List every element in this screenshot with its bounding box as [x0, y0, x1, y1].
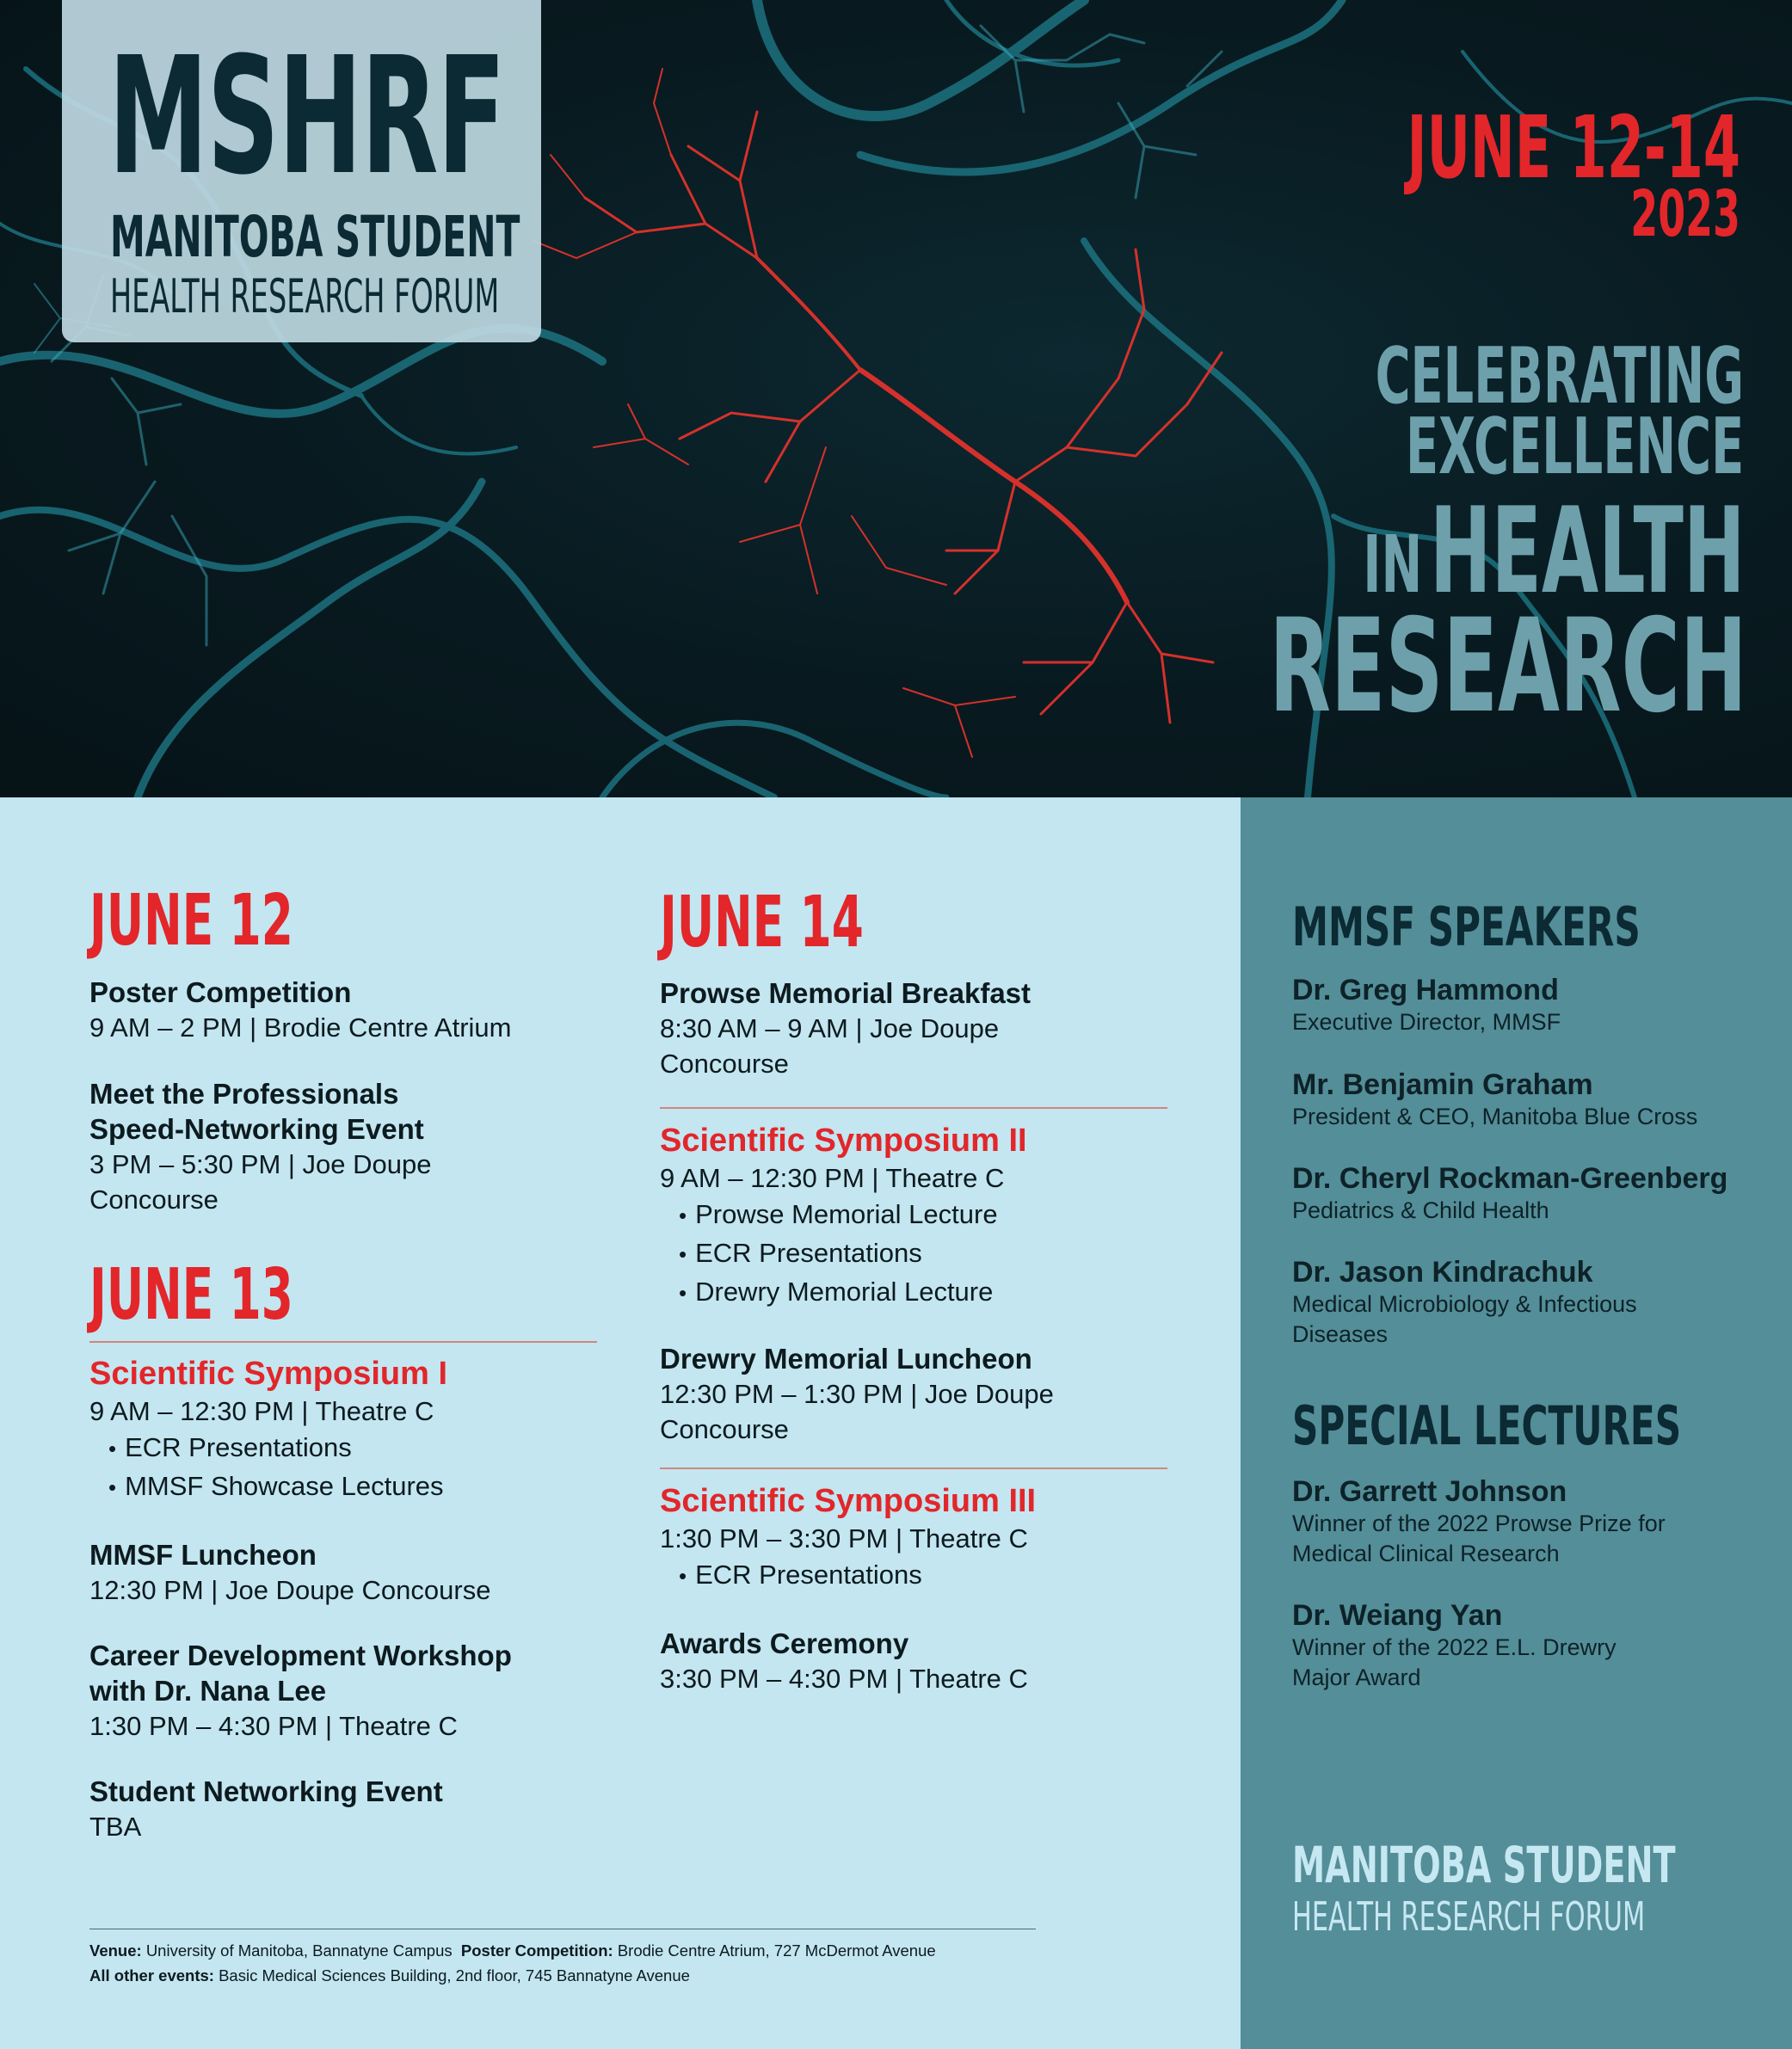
event-title: Career Development Workshop with Dr. Nana Lee	[89, 1640, 512, 1707]
bullet-item: • ECR Presentations	[660, 1556, 1193, 1595]
speaker-name: Dr. Cheryl Rockman-Greenberg	[1292, 1162, 1728, 1195]
lecture-item	[1292, 1598, 1679, 1693]
event-dates: JUNE 12-14	[1407, 97, 1740, 198]
event-time: TBA	[89, 1812, 142, 1842]
tagline-in: IN	[1363, 519, 1423, 611]
event-student-networking	[89, 1774, 623, 1844]
speaker-name: Dr. Greg Hammond	[1292, 974, 1559, 1006]
event-speed-networking	[89, 1076, 494, 1217]
bullet-item: • Drewry Memorial Lecture	[660, 1273, 1193, 1312]
footer-wordmark-line2: HEALTH RESEARCH FORUM	[1292, 1893, 1646, 1940]
event-title: Scientific Symposium III	[660, 1483, 1037, 1519]
hero-banner	[0, 0, 1792, 797]
event-career-workshop	[89, 1638, 571, 1744]
day-heading-june13: JUNE 13	[89, 1254, 293, 1336]
divider	[660, 1468, 1167, 1469]
event-title: Awards Ceremony	[660, 1628, 909, 1659]
divider	[660, 1107, 1167, 1109]
event-time: 1:30 PM – 4:30 PM | Theatre C	[89, 1711, 458, 1741]
logo-subtitle-line2: HEALTH RESEARCH FORUM	[110, 269, 500, 323]
event-title: Poster Competition	[89, 976, 352, 1008]
event-time: 9 AM – 12:30 PM | Theatre C	[660, 1163, 1005, 1193]
other-text: Basic Medical Sciences Building, 2nd floor, 745 Bannatyne Avenue	[219, 1966, 690, 1984]
day-heading-june12: JUNE 12	[89, 880, 293, 962]
event-bullets	[660, 1196, 1193, 1312]
event-time: 3:30 PM – 4:30 PM | Theatre C	[660, 1664, 1028, 1694]
venue-line-1	[89, 1938, 1036, 1963]
bullet-item: • ECR Presentations	[660, 1234, 1193, 1273]
poster-text: Brodie Centre Atrium, 727 McDermot Avenue	[617, 1941, 936, 1960]
event-drewry-luncheon	[660, 1341, 1107, 1447]
event-poster-competition	[89, 975, 623, 1045]
event-bullets	[660, 1556, 1193, 1595]
lecture-item	[1292, 1474, 1697, 1569]
event-time: 12:30 PM – 1:30 PM | Joe Doupe Concourse	[660, 1379, 1054, 1444]
event-time: 12:30 PM | Joe Doupe Concourse	[89, 1575, 491, 1605]
speakers-heading: MMSF SPEAKERS	[1292, 895, 1641, 958]
event-title: Student Networking Event	[89, 1775, 443, 1807]
sidebar-speakers	[1241, 797, 1792, 2049]
venue-text: University of Manitoba, Bannatyne Campus	[145, 1941, 453, 1960]
lecturer-role: Winner of the 2022 Prowse Prize for Medical Clinical Research	[1292, 1511, 1666, 1566]
venue-line-2	[89, 1963, 1036, 1988]
bullet-item: • MMSF Showcase Lectures	[89, 1468, 623, 1506]
other-label: All other events:	[89, 1966, 214, 1984]
lectures-heading: SPECIAL LECTURES	[1292, 1394, 1682, 1457]
speaker-item	[1292, 973, 1774, 1037]
speaker-role: Executive Director, MMSF	[1292, 1009, 1561, 1035]
event-bullets	[89, 1429, 623, 1506]
event-scientific-symposium-3	[660, 1481, 1193, 1595]
event-scientific-symposium-2	[660, 1121, 1193, 1312]
lecturer-name: Dr. Garrett Johnson	[1292, 1475, 1567, 1508]
logo-box	[62, 0, 541, 342]
event-time: 3 PM – 5:30 PM | Joe Doupe Concourse	[89, 1149, 432, 1215]
event-time: 8:30 AM – 9 AM | Joe Doupe Concourse	[660, 1013, 1000, 1079]
lecturer-role: Winner of the 2022 E.L. Drewry Major Award	[1292, 1634, 1616, 1690]
event-time: 9 AM – 12:30 PM | Theatre C	[89, 1396, 434, 1426]
day-heading-june14: JUNE 14	[660, 882, 864, 963]
event-title: Drewry Memorial Luncheon	[660, 1343, 1032, 1375]
event-title: Meet the Professionals Speed-Networking Event	[89, 1078, 424, 1145]
logo-wordmark: MSHRF	[108, 22, 505, 211]
lecturer-name: Dr. Weiang Yan	[1292, 1599, 1503, 1632]
speaker-item	[1292, 1161, 1774, 1226]
speaker-role: Pediatrics & Child Health	[1292, 1197, 1549, 1223]
event-time: 1:30 PM – 3:30 PM | Theatre C	[660, 1523, 1028, 1554]
tagline-excellence: EXCELLENCE	[1405, 402, 1744, 492]
event-year: 2023	[1630, 177, 1740, 251]
speaker-role: Medical Microbiology & Infectious Diseases	[1292, 1291, 1637, 1347]
event-scientific-symposium-1	[89, 1354, 623, 1506]
event-title: Scientific Symposium II	[660, 1123, 1027, 1159]
poster-label: Poster Competition:	[460, 1941, 613, 1960]
event-prowse-breakfast	[660, 975, 1090, 1081]
event-mmsf-luncheon	[89, 1537, 623, 1608]
speaker-item	[1292, 1255, 1705, 1350]
event-title: Scientific Symposium I	[89, 1356, 447, 1392]
footer-wordmark-line1: MANITOBA STUDENT	[1292, 1836, 1676, 1894]
event-title: Prowse Memorial Breakfast	[660, 977, 1031, 1009]
venue-label: Venue:	[89, 1941, 142, 1960]
event-title: MMSF Luncheon	[89, 1539, 317, 1571]
event-awards-ceremony	[660, 1626, 1193, 1696]
speaker-item	[1292, 1068, 1774, 1132]
speaker-role: President & CEO, Manitoba Blue Cross	[1292, 1104, 1698, 1129]
tagline-health: HEALTH	[1430, 482, 1746, 620]
divider	[89, 1341, 597, 1343]
venue-info	[89, 1929, 1036, 1988]
tagline-research: RESEARCH	[1269, 592, 1747, 741]
event-time: 9 AM – 2 PM | Brodie Centre Atrium	[89, 1012, 512, 1043]
tagline-celebrating: CELEBRATING	[1375, 331, 1744, 421]
logo-subtitle-line1: MANITOBA STUDENT	[110, 204, 520, 270]
speaker-name: Mr. Benjamin Graham	[1292, 1068, 1593, 1101]
speaker-name: Dr. Jason Kindrachuk	[1292, 1256, 1593, 1289]
bullet-item: • ECR Presentations	[89, 1429, 623, 1468]
program-schedule	[0, 797, 1241, 2049]
bullet-item: • Prowse Memorial Lecture	[660, 1196, 1193, 1234]
